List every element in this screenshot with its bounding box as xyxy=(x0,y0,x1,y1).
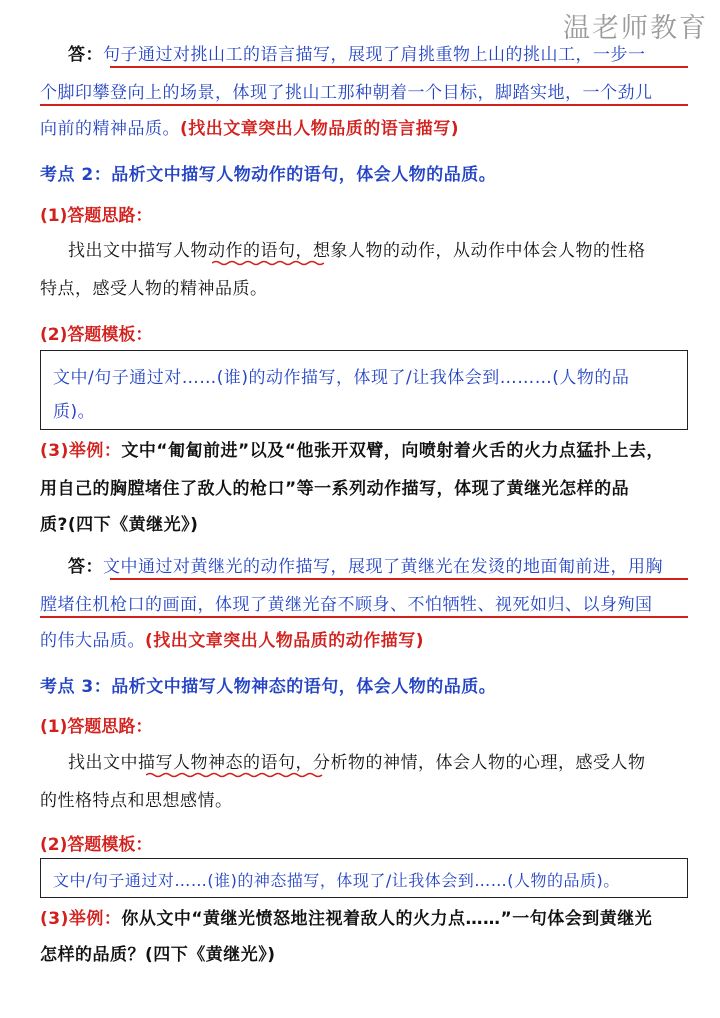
template-line-1: 文中/句子通过对……(谁)的神态描写，体现了/让我体会到……(人物的品质)。 xyxy=(53,871,620,890)
wavy-underline xyxy=(212,260,324,266)
answer-text: 向前的精神品质。 xyxy=(40,119,180,139)
idea-line-2: 的性格特点和思想感情。 xyxy=(40,791,233,811)
example-line-1 xyxy=(40,908,690,930)
idea-label: (1)答题思路： xyxy=(40,717,153,737)
answer-text: 膛堵住机枪口的画面，体现了黄继光奋不顾身、不怕牺牲、视死如归、以身殉国 xyxy=(40,595,653,615)
idea-line-1 xyxy=(68,752,688,774)
wavy-underline xyxy=(146,772,324,778)
answer-line-2 xyxy=(40,594,690,616)
example-label: (3)举例： xyxy=(40,441,122,461)
idea-key-phrase: 人物动作的语句 xyxy=(173,241,296,261)
idea-key-phrase: 描写人物神态的语句 xyxy=(138,753,296,773)
example-text: 文中“匍匐前进”以及“他张开双臂，向喷射着火舌的火力点猛扑上去， xyxy=(121,441,664,461)
template-label: (2)答题模板： xyxy=(40,325,153,345)
answer-label: 答： xyxy=(68,45,103,65)
answer-line-3 xyxy=(40,630,690,652)
template-box xyxy=(40,350,688,430)
answer-line-1 xyxy=(68,44,688,66)
answer-text: 个脚印攀登向上的场景，体现了挑山工那种朝着一个目标，脚踏实地，一个劲儿 xyxy=(40,83,653,103)
example-line-2: 用自己的胸膛堵住了敌人的枪口”等一系列动作描写，体现了黄继光怎样的品 xyxy=(40,479,630,499)
answer-note: (找出文章突出人物品质的动作描写) xyxy=(145,631,425,651)
idea-text: ，想象人物的动作，从动作中体会人物的性格 xyxy=(295,241,646,261)
answer-text: 句子通过对挑山工的语言描写，展现了肩挑重物上山的挑山工，一步一 xyxy=(103,45,646,65)
answer-text: 文中通过对黄继光的动作描写，展现了黄继光在发烫的地面匍前进，用胸 xyxy=(103,557,663,577)
section-heading-2: 考点 2：品析文中描写人物动作的语句，体会人物的品质。 xyxy=(40,165,497,185)
answer-note: (找出文章突出人物品质的语言描写) xyxy=(180,119,460,139)
template-line-2: 质)。 xyxy=(53,402,96,422)
idea-text: ，分析物的神情，体会人物的心理，感受人物 xyxy=(295,753,646,773)
template-label: (2)答题模板： xyxy=(40,835,153,855)
template-box xyxy=(40,858,688,898)
example-line-3: 质?(四下《黄继光》) xyxy=(40,515,199,535)
answer-line-1 xyxy=(68,556,688,578)
underline xyxy=(110,578,688,580)
idea-line-1 xyxy=(68,240,688,262)
watermark: 温老师教育 xyxy=(563,13,708,44)
idea-label: (1)答题思路： xyxy=(40,206,153,226)
idea-line-2: 特点，感受人物的精神品质。 xyxy=(40,279,268,299)
idea-text: 找出文中 xyxy=(68,753,138,773)
example-text: 你从文中“黄继光愤怒地注视着敌人的火力点……”一句体会到黄继光 xyxy=(121,909,653,929)
section-heading-3: 考点 3：品析文中描写人物神态的语句，体会人物的品质。 xyxy=(40,677,497,697)
underline xyxy=(110,66,688,68)
answer-line-3 xyxy=(40,118,690,140)
answer-line-2 xyxy=(40,82,690,104)
example-line-2: 怎样的品质？(四下《黄继光》) xyxy=(40,945,276,965)
example-label: (3)举例： xyxy=(40,909,122,929)
idea-text: 找出文中描写 xyxy=(68,241,173,261)
underline xyxy=(40,104,688,106)
answer-text: 的伟大品质。 xyxy=(40,631,145,651)
template-line-1: 文中/句子通过对……(谁)的动作描写，体现了/让我体会到………(人物的品 xyxy=(53,368,630,388)
example-line-1 xyxy=(40,440,690,462)
answer-label: 答： xyxy=(68,557,103,577)
underline xyxy=(40,616,688,618)
